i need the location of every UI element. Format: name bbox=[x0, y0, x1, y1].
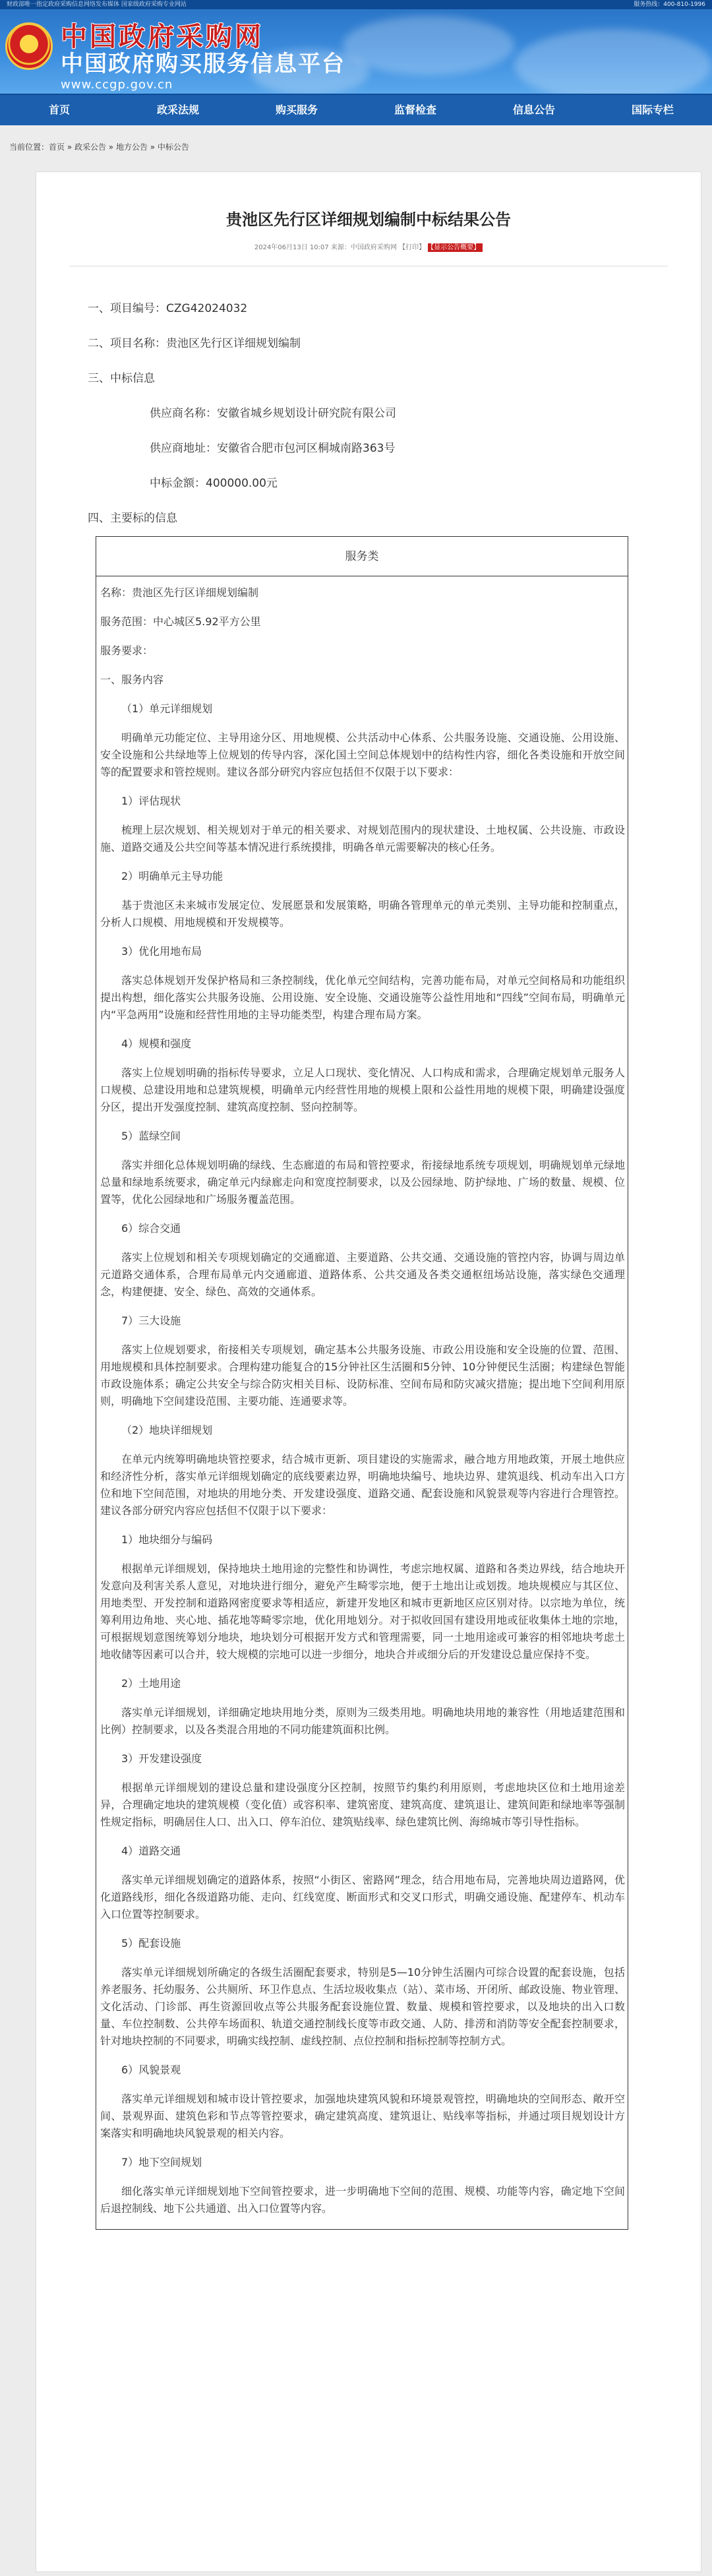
logo-title: 中国政府采购网 bbox=[61, 21, 264, 52]
item-heading: 6）综合交通 bbox=[121, 1222, 181, 1235]
top-info-bar bbox=[0, 0, 712, 9]
item-heading: 5）配套设施 bbox=[121, 1937, 181, 1949]
service-hotline: 服务热线：400-810-1996 bbox=[634, 1, 705, 8]
item-heading: 1）地块细分与编码 bbox=[121, 1533, 213, 1546]
paragraph: 在单元内统筹明确地块管控要求，结合城市更新、项目建设的实施需求，融合地方用地政策，开展土地供应和经济性分析，落实单元详细规划确定的底线要素边界，明确地块编号、地块边界、建筑退线、机动车出入口方位和地下空间范围，对地块的用地分类、开发建设强度、道路交通、配套设施和风貌景观等内容进行合理管控。建议各部分研究内容应包括但不仅限于以下要求： bbox=[100, 1453, 625, 1517]
item-heading: 7）地下空间规划 bbox=[121, 2156, 202, 2168]
show-summary-button[interactable]: 【显示公告概要】 bbox=[428, 243, 483, 252]
subsection-heading: （2）地块详细规划 bbox=[121, 1424, 213, 1436]
article-title: 贵池区先行区详细规划编制中标结果公告 bbox=[226, 210, 511, 229]
item-heading: 2）明确单元主导功能 bbox=[121, 870, 223, 882]
nav-purchase-services[interactable]: 购买服务 bbox=[275, 104, 318, 116]
paragraph: 落实上位规划和相关专项规划确定的交通廊道、主要道路、公共交通、交通设施的管控内容，协调与周边单元道路交通体系，合理布局单元内交通廊道、道路体系、公共交通及各类交通枢纽场站设施，落实绿色交通理念，构建便捷、安全、绿色、高效的交通体系。 bbox=[100, 1251, 625, 1298]
nav-announcements[interactable]: 信息公告 bbox=[512, 104, 555, 116]
paragraph: 落实并细化总体规划明确的绿线、生态廊道的布局和管控要求，衔接绿地系统专项规划，明确规划单元绿地总量和绿地系统要求，确定单元内绿廊走向和宽度控制要求，以及公园绿地、防护绿地、广场的数量、规模、位置等，优化公园绿地和广场服务覆盖范围。 bbox=[100, 1159, 625, 1206]
item-heading: 4）道路交通 bbox=[121, 1845, 181, 1857]
article-card bbox=[36, 171, 701, 2572]
subject-info-heading: 四、主要标的信息 bbox=[88, 512, 177, 525]
supplier-name: 供应商名称：安徽省城乡规划设计研究院有限公司 bbox=[150, 407, 396, 420]
paragraph: 明确单元功能定位、主导用途分区、用地规模、公共活动中心体系、公共服务设施、交通设施、公用设施、安全设施和公共绿地等上位规划的传导内容，深化国土空间总体规划中的结构性内容，细化各类设施和开放空间等的配置要求和管控规则。建议各部分研究内容应包括但不仅限于以下要求： bbox=[100, 731, 625, 778]
paragraph: 细化落实单元详细规划地下空间管控要求，进一步明确地下空间的范围、规模、功能等内容，确定地下空间后退控制线、地下公共通道、出入口位置等内容。 bbox=[100, 2185, 625, 2215]
item-heading: 3）优化用地布局 bbox=[121, 945, 202, 958]
paragraph: 根据单元详细规划，保持地块土地用途的完整性和协调性，考虑宗地权属、道路和各类边界线，结合地块开发意向及利害关系人意见，对地块进行细分，避免产生畸零宗地，便于土地出让或划拨。地块规模应与其区位、用地类型、开发控制和道路网密度要求等相适应，新建开发地区和城市更新地区应区别对待。以宗地为单位，统筹利用边角地、夹心地、插花地等畸零宗地，优化用地划分。对于拟收回国有建设用地或征收集体土地的宗地，可根据规划意图统筹划分地块，地块划分可根据开发方式和管理需要，同一土地用途或可兼容的相邻地块考虑土地收储等因素可以合并，较大规模的宗地可以进一步细分，地块合并或细分后的开发建设总量应保持不变。 bbox=[100, 1562, 625, 1661]
item-heading: 4）规模和强度 bbox=[121, 1037, 192, 1050]
logo-subtitle: 中国政府购买服务信息平台 bbox=[61, 51, 345, 77]
service-scope: 服务范围：中心城区5.92平方公里 bbox=[100, 615, 261, 628]
subject-table bbox=[96, 536, 628, 2230]
section-heading: 一、服务内容 bbox=[100, 673, 164, 686]
nav-supervision[interactable]: 监督检查 bbox=[394, 104, 436, 116]
project-number: 一、项目编号：CZG42024032 bbox=[88, 302, 248, 315]
service-name: 名称：贵池区先行区详细规划编制 bbox=[100, 586, 259, 599]
item-heading: 3）开发建设强度 bbox=[121, 1752, 202, 1765]
logo-url: www.ccgp.gov.cn bbox=[61, 78, 173, 92]
main-nav bbox=[0, 94, 712, 125]
paragraph: 落实单元详细规划所确定的各级生活圈配套要求，特别是5—10分钟生活圈内可综合设置的配套设施，包括养老服务、托幼服务、公共厕所、环卫作息点、生活垃圾收集点（站）、菜市场、开闭所、邮政设施、物业管理、文化活动、门诊部、再生资源回收点等公共服务配套设施位置、数量、规模和管控要求，以及地块的出入口数量、车位控制数、公共停车场面积、轨道交通控制线长度等市政交通、人防、排涝和消防等安全配套控制要求，针对地块控制的不同要求，明确实线控制、虚线控制、点位控制和指标控制等控制方式。 bbox=[100, 1966, 625, 2047]
paragraph: 落实单元详细规划，详细确定地块用地分类，原则为三级类用地。明确地块用地的兼容性（用地适建范围和比例）控制要求，以及各类混合用地的不同功能建筑面积比例。 bbox=[100, 1706, 625, 1736]
supplier-address: 供应商地址：安徽省合肥市包河区桐城南路363号 bbox=[150, 442, 396, 455]
nav-regulations[interactable]: 政采法规 bbox=[156, 104, 199, 116]
paragraph: 根据单元详细规划的建设总量和建设强度分区控制，按照节约集约利用原则，考虑地块区位和土地用途差异，合理确定地块的建筑规模（变化值）或容积率、建筑密度、建筑高度、建筑退让、建筑间距和绿地率等强制性规定指标，明确居住人口、出入口、停车泊位、建筑贴线率、绿色建筑比例、海绵城市等引导性指标。 bbox=[100, 1781, 625, 1828]
item-heading: 1）评估现状 bbox=[121, 795, 181, 807]
article-meta bbox=[36, 241, 701, 251]
service-requirements: 服务要求： bbox=[100, 644, 154, 657]
breadcrumb[interactable]: 当前位置：首页 » 政采公告 » 地方公告 » 中标公告 bbox=[9, 142, 189, 152]
national-emblem-icon bbox=[5, 22, 53, 70]
site-banner bbox=[0, 9, 712, 94]
subsection-heading: （1）单元详细规划 bbox=[121, 702, 213, 715]
paragraph: 落实上位规划明确的指标传导要求，立足人口现状、变化情况、人口构成和需求，合理确定规划单元服务人口规模、总建设用地和总建筑规模，明确单元内经营性用地的规模上限和公益性用地的规模下限，明确建设强度分区，提出开发强度控制、建筑高度控制、竖向控制等。 bbox=[100, 1066, 625, 1113]
site-logo[interactable] bbox=[5, 22, 345, 92]
nav-international[interactable]: 国际专栏 bbox=[631, 104, 674, 116]
item-heading: 2）土地用途 bbox=[121, 1677, 181, 1690]
item-heading: 5）蓝绿空间 bbox=[121, 1130, 181, 1142]
site-slogan: 财政部唯一指定政府采购信息网络发布媒体 国家级政府采购专业网站 bbox=[7, 1, 187, 8]
bid-amount: 中标金额：400000.00元 bbox=[150, 477, 278, 490]
paragraph: 落实单元详细规划和城市设计管控要求，加强地块建筑风貌和环境景观管控，明确地块的空间形态、敞开空间、景观界面、建筑色彩和节点等管控要求，确定建筑高度、建筑退让、贴线率等指标，并通过项目规划设计方案落实和明确地块风貌景观的相关内容。 bbox=[100, 2093, 625, 2139]
paragraph: 落实总体规划开发保护格局和三条控制线，优化单元空间结构，完善功能布局，对单元空间格局和功能组织提出构想，细化落实公共服务设施、公用设施、安全设施、交通设施等公益性用地和“四线”空间布局，明确单元内“平急两用”设施和经营性用地的主导功能类型，构建合理布局方案。 bbox=[100, 974, 625, 1021]
project-name: 二、项目名称：贵池区先行区详细规划编制 bbox=[88, 337, 301, 350]
table-header: 服务类 bbox=[96, 537, 628, 576]
paragraph: 落实单元详细规划确定的道路体系，按照“小街区、密路网”理念，结合用地布局，完善地块周边道路网，优化道路线形，细化各级道路功能、走向、红线宽度、断面形式和交叉口形式，明确交通设施、配建停车、机动车入口位置等控制要求。 bbox=[100, 1874, 625, 1920]
bid-info-heading: 三、中标信息 bbox=[88, 372, 155, 385]
table-body bbox=[96, 576, 628, 2217]
item-heading: 6）风貌景观 bbox=[121, 2064, 181, 2076]
publish-info: 2024年06月13日 10:07 来源：中国政府采购网 【打印】 bbox=[254, 244, 426, 251]
paragraph: 梳理上层次规划、相关规划对于单元的相关要求、对规划范围内的现状建设、土地权属、公共设施、市政设施、道路交通及公共空间等基本情况进行系统摸排，明确各单元需要解决的核心任务。 bbox=[100, 824, 625, 853]
nav-home[interactable]: 首页 bbox=[48, 104, 70, 116]
paragraph: 基于贵池区未来城市发展定位、发展愿景和发展策略，明确各管理单元的单元类别、主导功能和控制重点，分析人口规模、用地规模和开发规模等。 bbox=[100, 899, 625, 929]
item-heading: 7）三大设施 bbox=[121, 1314, 181, 1327]
paragraph: 落实上位规划要求，衔接相关专项规划，确定基本公共服务设施、市政公用设施和安全设施的位置、范围、用地规模和具体控制要求。合理构建功能复合的15分钟社区生活圈和5分钟、10分钟便民生活圈；构建绿色智能市政设施体系；确定公共安全与综合防灾相关目标、设防标准、空间布局和防灾减灾措施；提出地下空间利用原则，明确地下空间建设范围、主要功能、连通要求等。 bbox=[100, 1343, 625, 1407]
